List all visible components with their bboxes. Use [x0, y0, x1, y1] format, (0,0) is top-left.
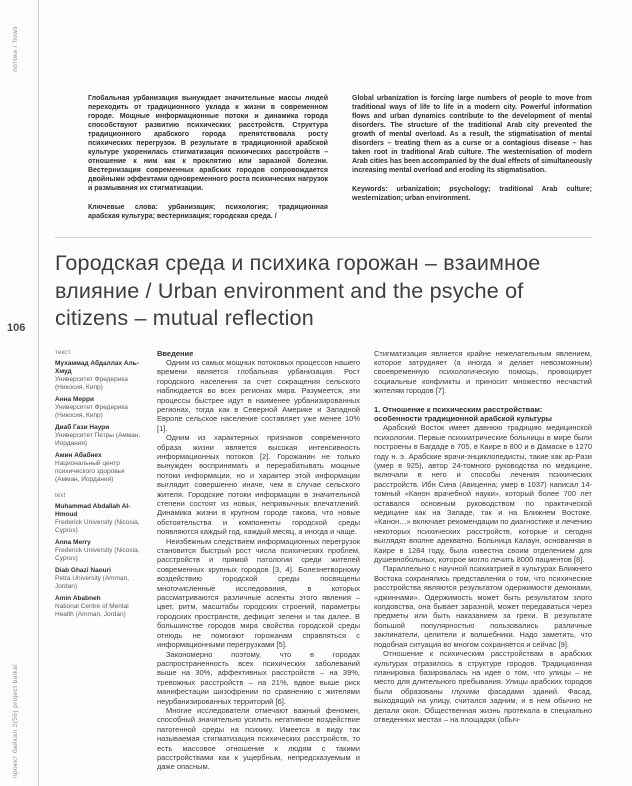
- authors-column: [55, 349, 143, 772]
- author-name: Muhammad Abdallah Al-Hmoud: [55, 502, 131, 518]
- author-affiliation: National Centre of Mental Health (Amman, Jordan): [55, 602, 129, 618]
- paragraph: Арабский Восток имеет давнюю традицию медицинской психологии. Первые психиатрические больницы в мире были построены в Багдаде в 705, в Каире в 800 и в Дамаске в 1270 году н. э. Арабские врачи-энциклопедисты, такие как ар-Рази (умер в 925), автор 24-томного руководства по медицине, включали в него и способы лечения психических расстройств. Ибн Сина (Авиценна; умер в 1037) написал 14-томный «Канон врачебной науки», который более 700 лет оставался основным руководством по практической медицине как на Западе, так и на Ближнем Востоке. «Канон…» включает рекомендации по диагностике и лечению некоторых психических расстройств, которые и сегодня выглядят вполне адекватно. Больница Калаун, основанная в Каире в 1284 году, была известна своим отделением для душевнобольных, которое могло лечить 8000 пациентов [8].: [374, 423, 592, 565]
- author-entry: [55, 503, 143, 535]
- author-affiliation: Университет Петры (Амман, Иордания): [55, 431, 141, 447]
- paragraph-continued: Стигматизация является крайне нежелательным явлением, которое затрудняет (а иногда и делает невозможным) своевременную психологическую помощь, провоцирует социальные конфликты и приносит множество несчастий жителям городов [7].: [374, 348, 592, 396]
- paragraph: Одним из характерных признаков современного образа жизни является высокая интенсивность информационных потоков [2]. Горожанин не только вынужден воспринимать и перерабатывать мощные потоки информации, но и характер этой информации выглядит совершенно иначе, чем в случае сельского жителя. Городские потоки информации в значительной степени состоят из новых, непривычных впечатлений. Динамика жизни в крупном городе такова, что новые обстоятельства и компоненты городской среды появляются каждый год, каждый месяц, а иногда и чаще.: [157, 433, 360, 537]
- body-column-2: [374, 349, 592, 772]
- author-name: Amin Ababneh: [55, 594, 101, 602]
- paragraph: Закономерно поэтому, что в городах распространенность всех психических заболеваний выше на 30%, аффективных расстройств – на 39%, тревожных расстройств – на 21%, вдвое выше риск манифестации шизофрении по сравнению с жителями неурбанизированных территорий [6].: [157, 649, 360, 706]
- author-affiliation: Национальный центр психического здоровья (Амман, Иордания): [55, 459, 125, 483]
- author-entry: [55, 360, 143, 392]
- author-name: Диаб Гази Наури: [55, 423, 110, 431]
- paragraph: Неизбежным следствием информационных перегрузок становится быстрый рост числа психических проблем, расстройств и прямой патологии среди жителей современных крупных городов [3, 4]. Болезнетворному воздействию городской среды посвящены многочисленные исследования, в которых рассматриваются различные аспекты этого явления – цвет, ритм, масштабы городских строений, параметры городских пространств, дефицит зелени и так далее. В большинстве городов мира свойства городской среды отнюдь не помогают горожанам справляться с информационными перегрузками [5].: [157, 536, 360, 650]
- section-heading-1: 1. Отношение к психическим расстройствам: особенности традиционной арабской культуры: [374, 404, 553, 423]
- paragraph: Параллельно с научной психиатрией в культурах Ближнего Востока сохранялись представления о том, что психические расстройства являются результатом одержимости демонами, «джиннами». Одержимость может быть результатом злого колдовства, она бывает заразной, может передаваться через предметы или быть наказанием за грехи. В результате большой популярностью пользовались различные заклинатели, целители и волшебники. Надо заметить, что подобная ситуация во многом сохраняется и сейчас [9].: [374, 564, 592, 649]
- section-heading-introduction: Введение: [157, 348, 194, 358]
- keywords-en: Keywords: urbanization; psychology; traditional Arab culture; westernization; urban environment.: [352, 186, 592, 202]
- author-entry: [55, 396, 143, 420]
- author-name: Мухаммад Абдаллах Аль-Хмуд: [55, 359, 139, 375]
- page-content: [55, 0, 592, 772]
- author-affiliation: Университет Фредерика (Никосия, Кипр): [55, 375, 128, 391]
- authors-label-ru: текст: [55, 348, 71, 356]
- abstract-section: [88, 94, 592, 221]
- keywords-ru: Ключевые слова: урбанизация; психология; традиционная арабская культура; вестернизация; городская среда. /: [88, 204, 328, 220]
- abstract-en: Global urbanization is forcing large numbers of people to move from traditional ways of life to life in a modern city. Powerful information flows and urban dynamics contribute to the development of mental disorders. The structure of the traditional Arab city prevented the growth of mental overload. As a result, the stigmatisation of mental disorders – treating them as a curse or a contagious disease – has taken root in traditional Arab culture. The westernisation of modern Arab cities has been accompanied by the dual effects of simultaneously increasing mental overload and eroding its stigmatisation.: [352, 95, 592, 174]
- author-affiliation: Frederick University (Nicosia, Cyprus): [55, 518, 140, 534]
- author-affiliation: Frederick University (Nicosia, Cyprus): [55, 546, 140, 562]
- author-name: Anna Merry: [55, 538, 91, 546]
- author-name: Амин Абабнех: [55, 451, 102, 459]
- section-label: потоки / flows: [12, 26, 19, 72]
- article-columns: [55, 349, 592, 772]
- paragraph: Многие исследователи отмечают важный феномен, способный значительно усилить негативное воздействие патогенной среды на психику. Имеется в виду так называемая стигматизация психических расстройств, то есть массовое отношение к людям с такими расстройствами как к ущербным, непредсказуемым и даже опасным.: [157, 705, 360, 772]
- author-entry: [55, 452, 143, 484]
- author-entry: [55, 424, 143, 448]
- article-title: Городская среда и психика горожан – взаимное влияние / Urban environment and the psyche of citizens – mutual reflection: [55, 251, 541, 330]
- title-divider: [55, 237, 592, 238]
- paragraph: Одним из самых мощных потоковых процессов нашего времени является глобальная урбанизация. Рост городского населения за счет сокращения сельского наблюдается во всех регионах мира. Разумеется, эти процессы быстрее идут в наименее урбанизированных регионах, тогда как в Северной Америке и Западной Европе сельское население составляет уже менее 10% [1].: [157, 357, 360, 433]
- author-affiliation: Petra University (Amman, Jordan): [55, 574, 130, 590]
- body-column-1: [157, 349, 360, 772]
- author-entry: [55, 595, 143, 619]
- author-name: Diab Ghazi Naouri: [55, 566, 111, 574]
- abstract-ru-column: [88, 94, 328, 221]
- author-affiliation: Университет Фредерика (Никосия, Кипр): [55, 403, 128, 419]
- author-entry: [55, 539, 143, 563]
- abstract-ru: Глобальная урбанизация вынуждает значительные массы людей переходить от традиционного уклада к жизни в современном городе. Мощные информационные потоки и динамика города способствуют развитию психических расстройств. Структура традиционного арабского города препятствовала росту психических перегрузок. В результате в традиционной арабской культуре укоренилась стигматизация психических расстройств – отношение к ним как к проклятию или заразной болезни. Вестернизация современных арабских городов сопровождается двойными эффектами одновременного роста психических нагрузок и размывания их стигматизации.: [88, 95, 328, 192]
- page-number: 106: [7, 322, 26, 334]
- author-entry: [55, 567, 143, 591]
- author-name: Анна Мерри: [55, 395, 94, 403]
- paragraph: Отношение к психическим расстройствам в арабских культурах отразилось в структуре городов. Традиционная планировка базировалась на идее о том, что улицы – не место для длительного пребывания. Улицы арабских городов были образованы глухими фасадами зданий. Фасад, выходящий на улицу, считался задним, и в нем обычно не делали окон. Общественная жизнь протекала в специально отведенных местах – на площадях (обыч-: [374, 649, 592, 724]
- abstract-en-column: [352, 94, 592, 221]
- journal-label: проект байкал 2(56) project baikal: [12, 664, 19, 778]
- page-spine: [0, 0, 39, 786]
- authors-label-en: text: [55, 491, 66, 499]
